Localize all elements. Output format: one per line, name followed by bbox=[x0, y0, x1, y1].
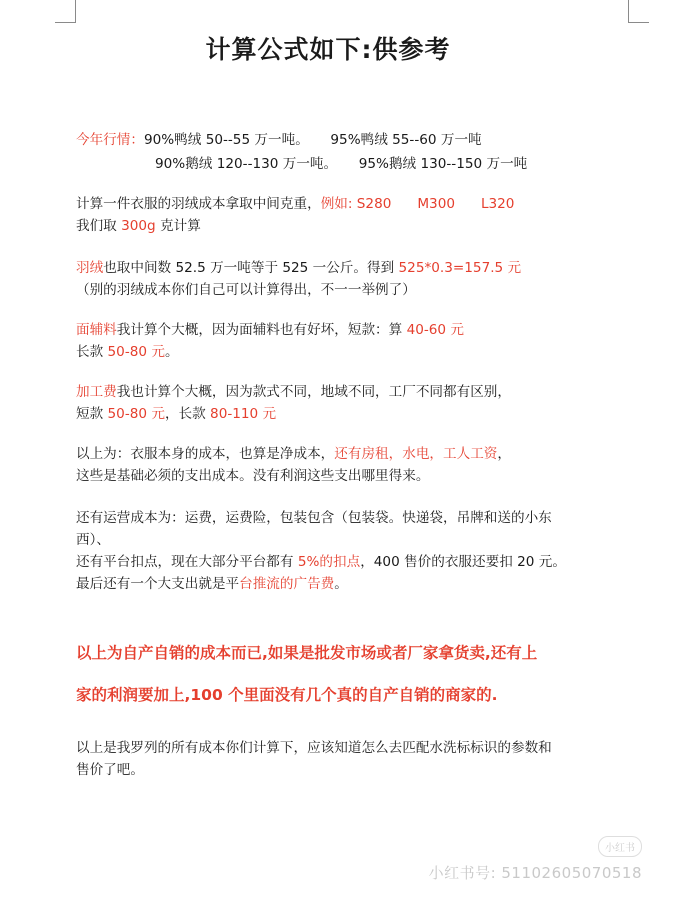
watermark-text: 小红书号: 5110260507051​8 bbox=[428, 864, 642, 882]
fabric-line-1: 面辅料我计算个大概，因为面辅料也有好坏，短款：算 40-60 元 bbox=[76, 322, 464, 338]
fabric-label: 面辅料 bbox=[76, 322, 117, 338]
conclusion-line-2: 家的利润要加上,100 个里面没有几个真的自产自销的商家的. bbox=[76, 686, 498, 704]
market-label: 今年行情： bbox=[76, 132, 144, 148]
closing-line-1: 以上是我罗列的所有成本你们计算下，应该知道怎么去匹配水洗标标识的参数和 bbox=[76, 740, 552, 756]
operation-line-4: 最后还有一个大支出就是平台推流的广告费。 bbox=[76, 576, 348, 592]
crop-mark-right-h bbox=[628, 22, 649, 23]
closing-line-2: 售价了吧。 bbox=[76, 762, 144, 778]
conclusion-line-1: 以上为自产自销的成本而已,如果是批发市场或者厂家拿货卖,还有上 bbox=[76, 644, 538, 662]
watermark-logo: 小红书 bbox=[598, 836, 642, 857]
market-row-1: 今年行情：90%鸭绒 50--55 万一吨。 95%鸭绒 55--60 万一吨 bbox=[76, 132, 482, 148]
down-label: 羽绒 bbox=[76, 260, 104, 276]
crop-mark-left bbox=[75, 0, 76, 22]
page-title: 计算公式如下:供参考 bbox=[205, 35, 451, 64]
market-row-2: 90%鹅绒 120--130 万一吨。 95%鹅绒 130--150 万一吨 bbox=[155, 156, 528, 172]
operation-line-3: 还有平台扣点，现在大部分平台都有 5%的扣点，400 售价的衣服还要扣 20 元。 bbox=[76, 554, 566, 570]
fabric-line-2: 长款 50-80 元。 bbox=[76, 344, 179, 360]
processing-line-2: 短款 50-80 元，长款 80-110 元 bbox=[76, 406, 277, 422]
crop-mark-left-h bbox=[55, 22, 76, 23]
weight-line-2: 我们取 300g 克计算 bbox=[76, 218, 201, 234]
operation-line-1: 还有运营成本为：运费，运费险，包装包含（包装袋。快递袋，吊牌和送的小东 bbox=[76, 510, 552, 526]
down-line-1: 羽绒也取中间数 52.5 万一吨等于 525 一公斤。得到 525*0.3=157.5 元 bbox=[76, 260, 522, 276]
processing-label: 加工费 bbox=[76, 384, 117, 400]
operation-line-2: 西）、 bbox=[76, 532, 110, 548]
net-line-2: 这些是基础必须的支出成本。没有利润这些支出哪里得来。 bbox=[76, 468, 430, 484]
down-note: （别的羽绒成本你们自己可以计算得出，不一一举例了） bbox=[76, 282, 416, 298]
weight-line-1: 计算一件衣服的羽绒成本拿取中间克重，例如: S280 M300 L320 bbox=[76, 196, 515, 212]
processing-line-1: 加工费我也计算个大概，因为款式不同，地域不同，工厂不同都有区别， bbox=[76, 384, 511, 400]
crop-mark-right bbox=[628, 0, 629, 22]
net-line-1: 以上为：衣服本身的成本，也算是净成本，还有房租，水电，工人工资， bbox=[76, 446, 511, 462]
